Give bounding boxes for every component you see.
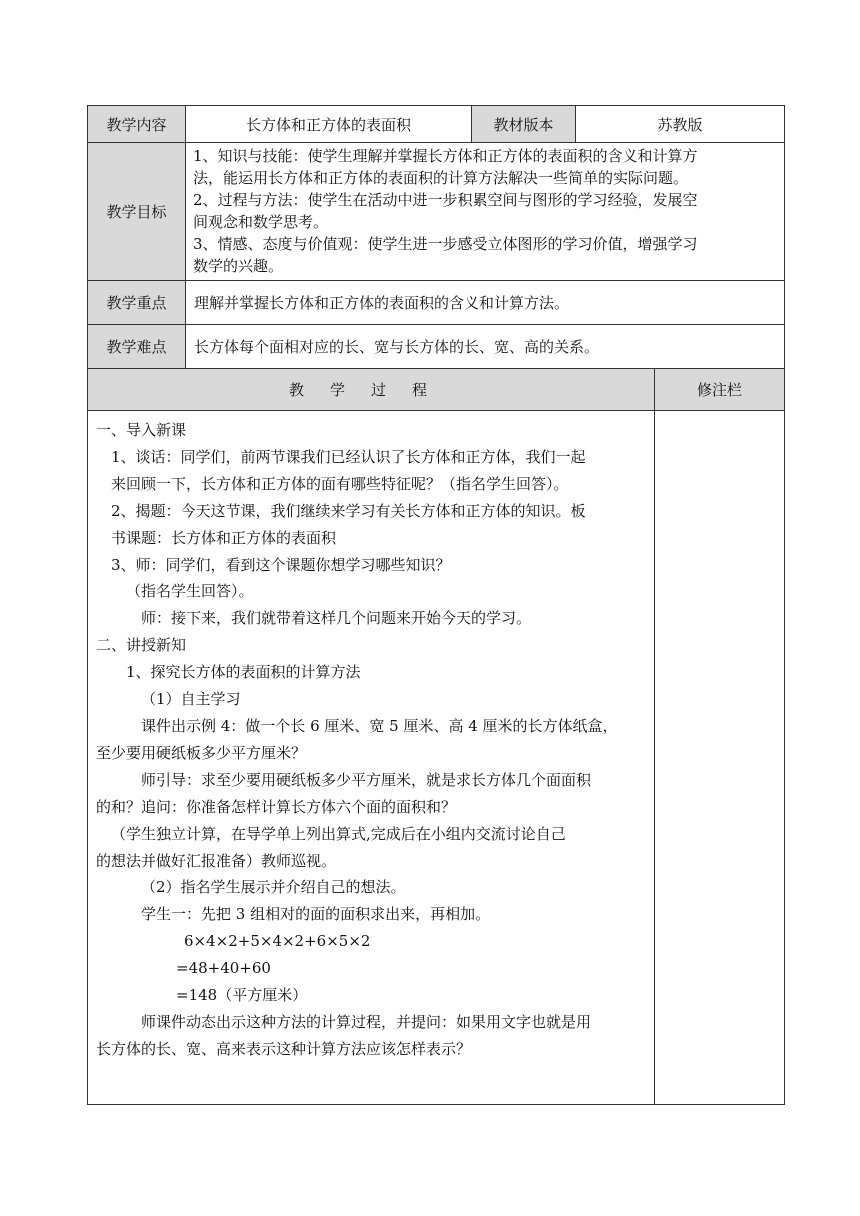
process-line: （指名学生回答）。 [126,582,254,601]
process-line: （学生独立计算，在导学单上列出算式,完成后在小组内交流讨论自己 [111,824,566,843]
goals-label: 教学目标 [88,143,186,281]
notes-cell [655,411,785,1105]
formula-line: =48+40+60 [176,959,271,978]
goals-line: 1、知识与技能：使学生理解并掌握长方体和正方体的表面积的含义和计算方 [193,147,698,165]
goals-row [88,143,785,281]
process-line: 长方体的长、宽、高来表示这种计算方法应该怎样表示？ [96,1039,472,1058]
formula-line: =148（平方厘米） [176,986,308,1005]
lesson-plan-sheet [87,105,784,1105]
process-line: 至少要用硬纸板多少平方厘米？ [96,743,307,762]
process-line: （2）指名学生展示并介绍自己的想法。 [141,878,406,897]
goals-line: 2、过程与方法：使学生在活动中进一步积累空间与图形的学习经验，发展空 [193,191,698,209]
process-header-row [88,369,785,411]
lesson-plan-table [87,105,785,1105]
process-line: 师课件动态出示这种方法的计算过程，并提问：如果用文字也就是用 [141,1012,592,1031]
goals-line: 3、情感、态度与价值观：使学生进一步感受立体图形的学习价值，增强学习 [193,235,698,253]
notes-header: 修注栏 [655,369,785,411]
process-body [88,411,655,1105]
process-row [88,411,785,1105]
process-line: 的和？追问：你准备怎样计算长方体六个面的面积和？ [96,797,457,816]
process-line: 师引导：求至少要用硬纸板多少平方厘米，就是求长方体几个面面积 [141,770,592,789]
difficulty-label: 教学难点 [88,325,186,369]
process-line: 课件出示例 4：做一个长 6 厘米、宽 5 厘米、高 4 厘米的长方体纸盒， [141,716,618,735]
process-line: 的想法并做好汇报准备）教师巡视。 [96,851,337,870]
goals-line: 数学的兴趣。 [193,257,284,275]
key-point-label: 教学重点 [88,281,186,325]
process-line: 来回顾一下，长方体和正方体的面有哪些特征呢？（指名学生回答）。 [111,474,569,493]
formula-line: 6×4×2+5×4×2+6×5×2 [184,932,371,951]
process-line: （1）自主学习 [141,690,241,709]
goals-text [186,143,785,281]
process-line: 1、谈话：同学们，前两节课我们已经认识了长方体和正方体，我们一起 [111,447,586,466]
header-row [88,106,785,143]
process-line: 一、导入新课 [96,421,187,439]
key-point-row [88,281,785,325]
goals-line: 间观念和数学思考。 [193,213,329,231]
process-line: 二、讲授新知 [96,636,187,655]
content-label: 教学内容 [88,106,186,143]
content-value: 长方体和正方体的表面积 [186,106,472,143]
difficulty-row [88,325,785,369]
process-line: 师：接下来，我们就带着这样几个问题来开始今天的学习。 [141,609,532,628]
process-header-text: 教学过程 [288,381,453,399]
process-line: 3、师：同学们，看到这个课题你想学习哪些知识？ [111,555,451,574]
edition-value: 苏教版 [576,106,785,143]
process-header [88,369,655,411]
edition-label: 教材版本 [472,106,576,143]
goals-line: 法，能运用长方体和正方体的表面积的计算方法解决一些简单的实际问题。 [193,169,689,187]
process-line: 书课题：长方体和正方体的表面积 [111,528,337,547]
process-line: 2、揭题：今天这节课，我们继续来学习有关长方体和正方体的知识。板 [111,501,586,520]
process-line: 1、探究长方体的表面积的计算方法 [126,663,361,682]
process-line: 学生一：先把 3 组相对的面的面积求出来，再相加。 [141,905,491,924]
difficulty-value: 长方体每个面相对应的长、宽与长方体的长、宽、高的关系。 [186,325,785,369]
key-point-value: 理解并掌握长方体和正方体的表面积的含义和计算方法。 [186,281,785,325]
